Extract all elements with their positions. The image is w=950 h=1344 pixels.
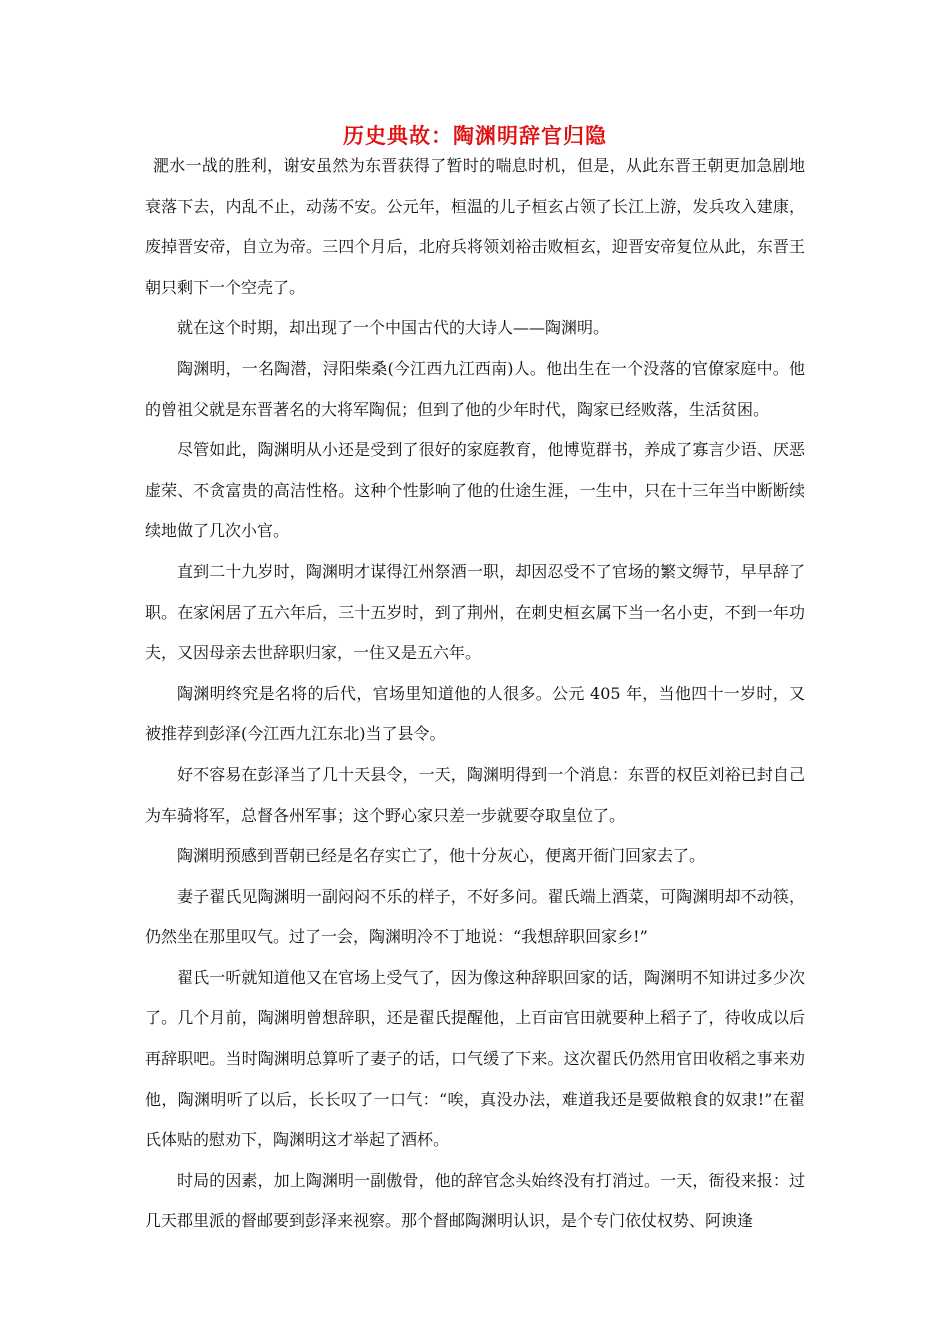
paragraph: 陶渊明预感到晋朝已经是名存实亡了，他十分灰心，便离开衙门回家去了。 <box>177 846 706 866</box>
document-body <box>145 146 805 1242</box>
paragraph: 尽管如此，陶渊明从小还是受到了很好的家庭教育，他博览群书，养成了寡言少语、厌恶虚荣、不贪富贵的高洁性格。这种个性影响了他的仕途生涯，一生中，只在十三年当中断断续续地做了几次小官。 <box>145 440 805 541</box>
paragraph: 好不容易在彭泽当了几十天县令，一天，陶渊明得到一个消息：东晋的权臣刘裕已封自己为车骑将军，总督各州军事；这个野心家只差一步就要夺取皇位了。 <box>145 764 805 825</box>
paragraph: 淝水一战的胜利，谢安虽然为东晋获得了暂时的喘息时机，但是，从此东晋王朝更加急剧地衰落下去，内乱不止，动荡不安。公元年，桓温的儿子桓玄占领了长江上游，发兵攻入建康，废掉晋安帝，自立为帝。三四个月后，北府兵将领刘裕击败桓玄，迎晋安帝复位从此，东晋王朝只剩下一个空壳了。 <box>145 156 805 297</box>
paragraph: 妻子翟氏见陶渊明一副闷闷不乐的样子，不好多问。翟氏端上酒菜，可陶渊明却不动筷，仍然坐在那里叹气。过了一会，陶渊明冷不丁地说：“我想辞职回家乡!” <box>145 886 805 947</box>
paragraph: 时局的因素，加上陶渊明一副傲骨，他的辞官念头始终没有打消过。一天，衙役来报：过几天郡里派的督邮要到彭泽来视察。那个督邮陶渊明认识，是个专门依仗权势、阿谀逢 <box>145 1170 805 1231</box>
paragraph: 陶渊明，一名陶潜，浔阳柴桑(今江西九江西南)人。他出生在一个没落的官僚家庭中。他的曾祖父就是东晋著名的大将军陶侃；但到了他的少年时代，陶家已经败落，生活贫困。 <box>145 358 805 419</box>
paragraph: 陶渊明终究是名将的后代，官场里知道他的人很多。公元 405 年，当他四十一岁时，又被推荐到彭泽(今江西九江东北)当了县令。 <box>145 683 805 744</box>
paragraph: 直到二十九岁时，陶渊明才谋得江州祭酒一职，却因忍受不了官场的繁文缛节，早早辞了职。在家闲居了五六年后，三十五岁时，到了荆州，在刺史桓玄属下当一名小吏，不到一年功夫，又因母亲去世辞职归家，一住又是五六年。 <box>145 561 805 663</box>
paragraph: 就在这个时期，却出现了一个中国古代的大诗人——陶渊明。 <box>177 318 610 338</box>
document-title: 历史典故：陶渊明辞官归隐 <box>343 124 607 148</box>
paragraph: 翟氏一听就知道他又在官场上受气了，因为像这种辞职回家的话，陶渊明不知讲过多少次了。几个月前，陶渊明曾想辞职，还是翟氏提醒他，上百亩官田就要种上稻子了，待收成以后再辞职吧。当时陶渊明总算听了妻子的话，口气缓了下来。这次翟氏仍然用官田收稻之事来劝他，陶渊明听了以后，长长叹了一口气：“唉，真没办法，难道我还是要做粮食的奴隶!”在翟氏体贴的慰劝下，陶渊明这才举起了酒杯。 <box>145 967 805 1150</box>
